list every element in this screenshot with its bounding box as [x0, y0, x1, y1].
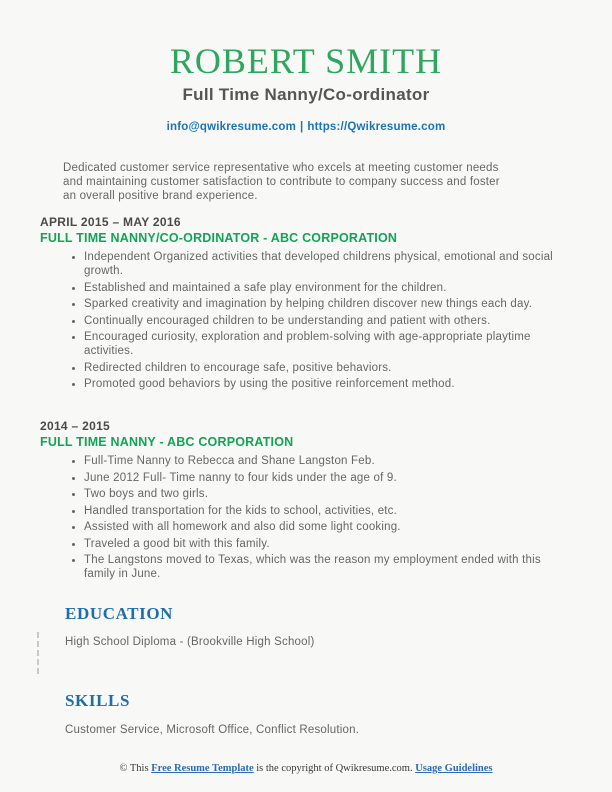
skills-section — [65, 691, 359, 736]
experience-section-1 — [40, 214, 568, 394]
job-bullet: • Independent Organized activities that developed childrens physical, emotional and social growth. — [84, 250, 568, 278]
candidate-job-title: Full Time Nanny/Co-ordinator — [182, 84, 430, 104]
contact-website: https://Qwikresume.com — [307, 120, 446, 133]
footer-text-prefix: © This — [119, 763, 152, 774]
job-bullet: • Full-Time Nanny to Rebecca and Shane Langston Feb. — [84, 454, 568, 468]
job-dates: APRIL 2015 – MAY 2016 — [40, 215, 181, 229]
job-bullet: • June 2012 Full- Time nanny to four kids under the age of 9. — [84, 471, 568, 485]
footer-text-middle: is the copyright of Qwikresume.com. — [253, 763, 416, 774]
job-bullet: • Promoted good behaviors by using the positive reinforcement method. — [84, 377, 568, 391]
education-section — [65, 604, 315, 648]
skills-heading: SKILLS — [65, 691, 131, 710]
candidate-name: ROBERT SMITH — [169, 41, 443, 81]
job-bullet: • Handled transportation for the kids to school, activities, etc. — [84, 504, 568, 518]
job-role-heading: FULL TIME NANNY/CO-ORDINATOR - ABC CORPORATION — [40, 231, 398, 245]
free-resume-template-link[interactable]: Free Resume Template — [151, 763, 254, 774]
job-bullet: • The Langstons moved to Texas, which was the reason my employment ended with this family in June. — [84, 553, 568, 581]
contact-line — [0, 121, 612, 133]
job-bullet: • Established and maintained a safe play environment for the children. — [84, 281, 568, 295]
footer-copyright — [0, 763, 612, 774]
job-bullet: • Two boys and two girls. — [84, 487, 568, 501]
contact-separator: | — [300, 120, 304, 133]
education-item: High School Diploma - (Brookville High School) — [65, 636, 315, 648]
education-heading: EDUCATION — [65, 604, 174, 623]
summary-paragraph: Dedicated customer service representative who excels at meeting customer needs and maintaining customer satisfaction to contribute to company success and foster an overall positive brand experience. — [63, 162, 500, 202]
left-margin-dashed-line — [37, 632, 39, 674]
job-bullet: • Encouraged curiosity, exploration and problem-solving with age-appropriate playtime activities. — [84, 330, 568, 358]
job-bullet: • Assisted with all homework and also did some light cooking. — [84, 520, 568, 534]
resume-header — [0, 42, 612, 133]
job-bullet-list — [40, 454, 568, 581]
job-bullet-list — [40, 250, 568, 391]
contact-email: info@qwikresume.com — [166, 120, 296, 133]
job-bullet: • Continually encouraged children to be understanding and patient with others. — [84, 314, 568, 328]
job-bullet: • Sparked creativity and imagination by helping children discover new things each day. — [84, 297, 568, 311]
job-bullet: • Redirected children to encourage safe, positive behaviors. — [84, 361, 568, 375]
job-bullet: • Traveled a good bit with this family. — [84, 537, 568, 551]
skills-text: Customer Service, Microsoft Office, Conflict Resolution. — [65, 724, 360, 736]
job-role-heading: FULL TIME NANNY - ABC CORPORATION — [40, 435, 294, 449]
experience-section-2 — [40, 418, 568, 584]
job-dates: 2014 – 2015 — [40, 419, 111, 433]
usage-guidelines-link[interactable]: Usage Guidelines — [415, 763, 493, 774]
